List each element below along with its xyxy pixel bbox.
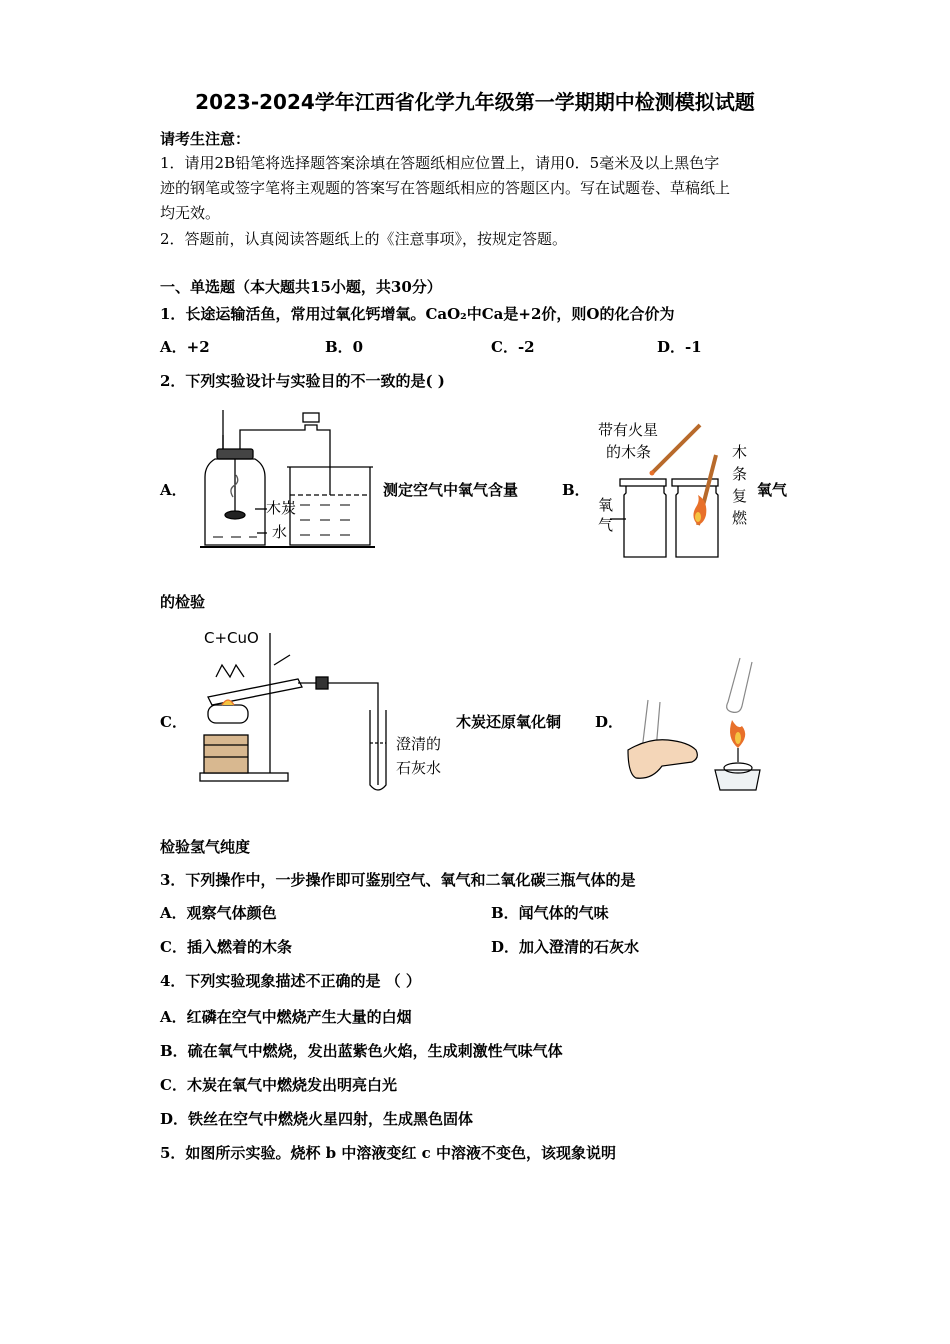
q2-d-figure	[620, 650, 770, 790]
q1-option-b: B．0	[325, 338, 364, 356]
label-c-cuo: C+CuO	[204, 629, 259, 647]
notice-line-3: 均无效。	[160, 204, 221, 222]
q1-option-a: A．+2	[160, 338, 210, 356]
q1-stem: 1．长途运输活鱼，常用过氧化钙增氧。CaO₂中Ca是+2价，则O的化合价为	[160, 305, 675, 323]
notice-line-1: 1．请用2B铅笔将选择题答案涂填在答题纸相应位置上，请用0．5毫米及以上黑色字	[160, 154, 720, 172]
q5-stem: 5．如图所示实验。烧杯 b 中溶液变红 c 中溶液不变色，该现象说明	[160, 1144, 616, 1162]
q4-option-c: C．木炭在氧气中燃烧发出明亮白光	[160, 1076, 397, 1094]
q3-option-b: B．闻气体的气味	[491, 904, 609, 922]
label-limewater-1: 澄清的	[396, 735, 442, 753]
q4-option-d: D．铁丝在空气中燃烧火星四射，生成黑色固体	[160, 1110, 474, 1128]
q2-stem: 2．下列实验设计与实验目的不一致的是( )	[160, 372, 445, 390]
notice-line-4: 2．答题前，认真阅读答题纸上的《注意事项》，按规定答题。	[160, 230, 568, 248]
q2-a-figure	[195, 405, 380, 555]
q3-stem: 3．下列操作中，一步操作即可鉴别空气、氧气和二氧化碳三瓶气体的是	[160, 871, 636, 889]
label-oxygen-1: 氧	[598, 496, 614, 514]
q2-b-figure	[590, 415, 760, 560]
label-glowing-1: 带有火星	[598, 421, 659, 439]
label-limewater-2: 石灰水	[396, 759, 442, 777]
page-title: 2023-2024学年江西省化学九年级第一学期期中检测模拟试题	[195, 90, 755, 114]
notice-line-2: 迹的钢笔或签字笔将主观题的答案写在答题纸相应的答题区内。写在试题卷、草稿纸上	[160, 179, 731, 197]
q4-stem: 4．下列实验现象描述不正确的是 （ ）	[160, 972, 421, 990]
label-oxygen-2: 气	[598, 516, 614, 534]
q2-c-figure	[198, 625, 458, 795]
label-glowing-2: 的木条	[606, 443, 652, 461]
q2-b-desc-cont: 的检验	[160, 593, 206, 611]
label-relight-1: 木	[732, 443, 748, 461]
q2-a-letter: A．	[160, 481, 187, 499]
q3-option-a: A．观察气体颜色	[160, 904, 277, 922]
q2-c-letter: C．	[160, 713, 187, 731]
notice-heading: 请考生注意：	[160, 130, 251, 148]
q1-option-c: C．-2	[491, 338, 535, 356]
label-relight-3: 复	[732, 487, 748, 505]
q4-option-a: A．红磷在空气中燃烧产生大量的白烟	[160, 1008, 412, 1026]
q2-b-desc: 氧气	[757, 481, 788, 499]
q2-a-desc: 测定空气中氧气含量	[383, 481, 519, 499]
q2-c-desc: 木炭还原氧化铜	[456, 713, 562, 731]
q3-option-c: C．插入燃着的木条	[160, 938, 292, 956]
label-relight-2: 条	[732, 465, 748, 483]
label-charcoal: 木炭	[266, 499, 297, 517]
q4-option-b: B．硫在氧气中燃烧，发出蓝紫色火焰，生成刺激性气味气体	[160, 1042, 563, 1060]
q2-d-desc: 检验氢气纯度	[160, 838, 251, 856]
section-heading: 一、单选题（本大题共15小题，共30分）	[160, 278, 442, 296]
q2-d-letter: D．	[595, 713, 624, 731]
q3-option-d: D．加入澄清的石灰水	[491, 938, 640, 956]
q2-b-letter: B．	[562, 481, 590, 499]
label-relight-4: 燃	[732, 509, 748, 527]
label-water: 水	[272, 523, 288, 541]
q1-option-d: D．-1	[657, 338, 702, 356]
